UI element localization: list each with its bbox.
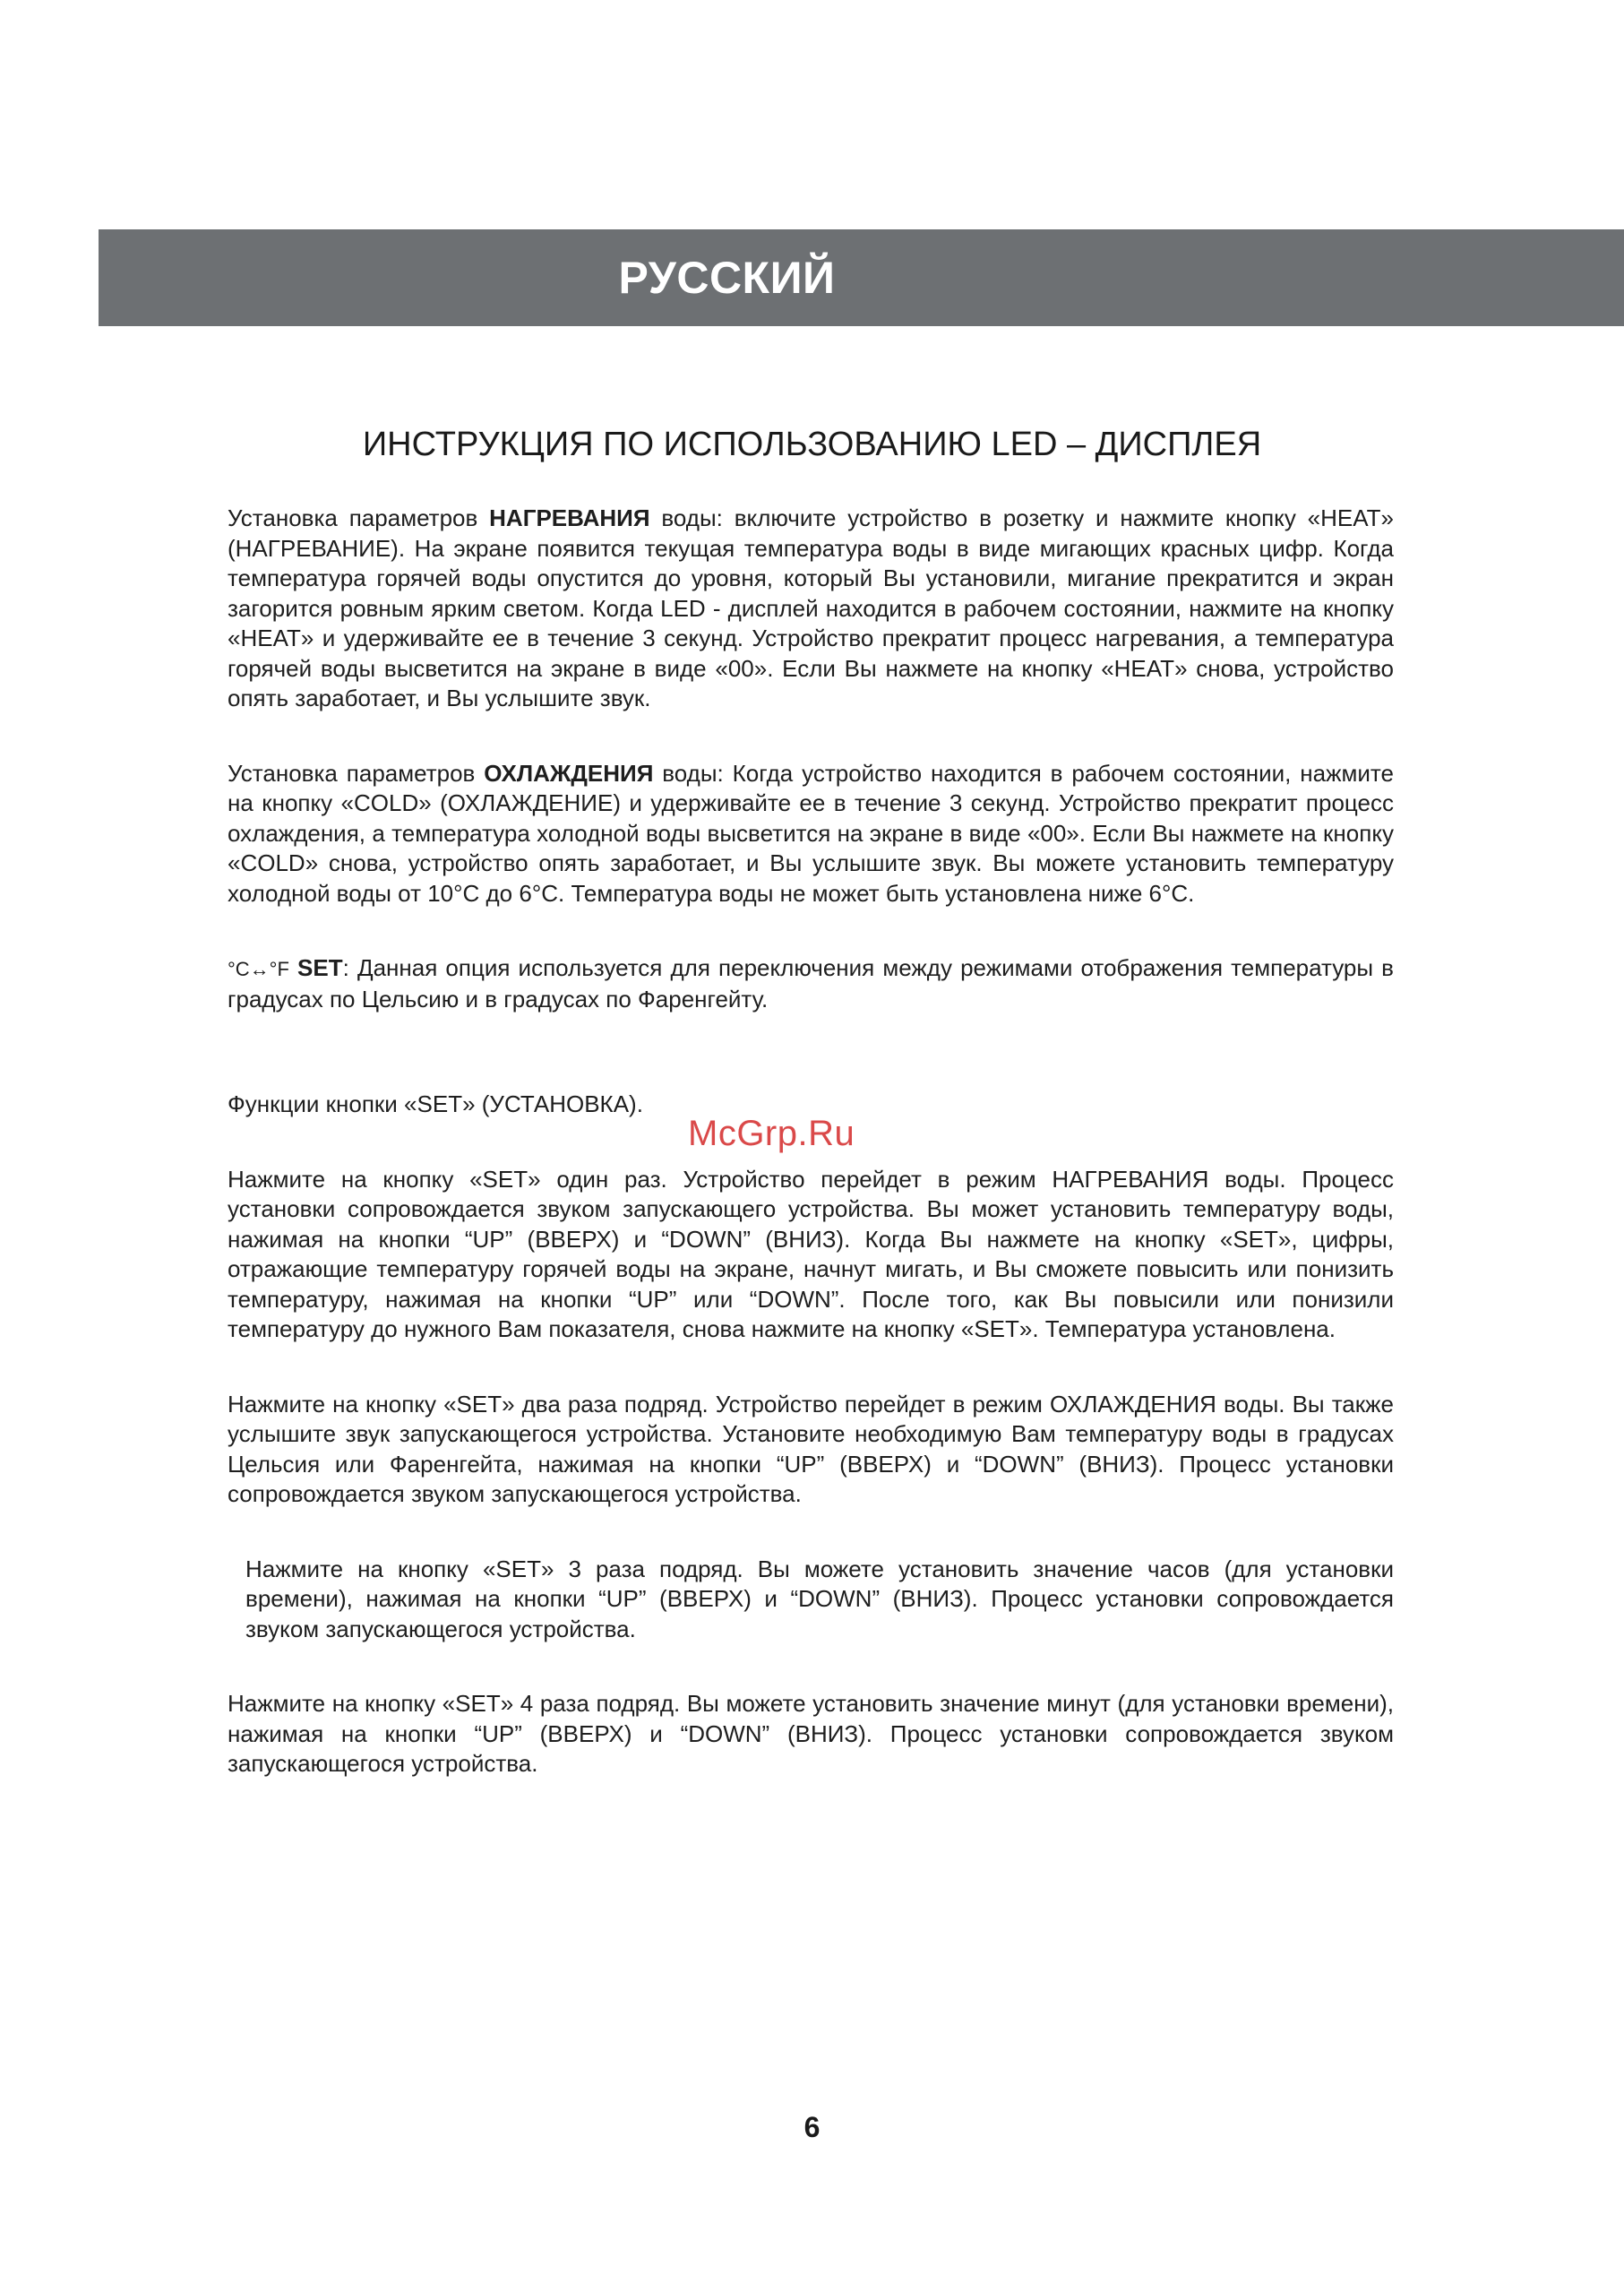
page-number: 6 [803,2111,821,2143]
set-four-paragraph: Нажмите на кнопку «SET» 4 раза подряд. Вы можете установить значение минут (для установки времени), нажимая на кнопки “UP” (ВВЕРХ) и “DOWN” (ВНИЗ). Процесс установки сопровождается звуком запускающегося устройства. [228,1690,1394,1777]
heat-paragraph [228,504,1394,714]
page-heading: ИНСТРУКЦИЯ ПО ИСПОЛЬЗОВАНИЮ LED – ДИСПЛЕЯ [362,426,1262,463]
unit-bold-term: SET [297,954,343,981]
cold-bold-term: ОХЛАЖДЕНИЯ [484,759,654,787]
set-once-paragraph: Нажмите на кнопку «SET» один раз. Устройство перейдет в режим НАГРЕВАНИЯ воды. Процесс установки сопровождается звуком запускающего устройства. Вы может установить температуру воды, нажимая на кнопки “UP” (ВВЕРХ) и “DOWN” (ВНИЗ). Когда Вы нажмете на кнопку «SET», цифры, отражающие температуру горячей воды на экране, начнут мигать, и Вы сможете повысить или понизить температуру, нажимая на кнопки “UP” или “DOWN”. После того, как Вы повысили или понизили температуру до нужного Вам показателя, снова нажмите на кнопку «SET». Температура установлена. [228,1165,1394,1342]
section-title: РУССКИЙ [618,253,836,303]
unit-paragraph [228,953,1394,1014]
set-twice-paragraph: Нажмите на кнопку «SET» два раза подряд. Устройство перейдет в режим ОХЛАЖДЕНИЯ воды. Вы также услышите звук запускающегося устройства. Установите необходимую Вам температуру воды в градусах Цельсия или Фаренгейта, нажимая на кнопки “UP” (ВВЕРХ) и “DOWN” (ВНИЗ). Процесс установки сопровождается звуком запускающегося устройства. [228,1390,1394,1507]
set-three-paragraph: Нажмите на кнопку «SET» 3 раза подряд. Вы можете установить значение часов (для установки времени), нажимая на кнопки “UP” (ВВЕРХ) и “DOWN” (ВНИЗ). Процесс установки сопровождается звуком запускающегося устройства. [245,1555,1394,1642]
set-functions-heading: Функции кнопки «SET» (УСТАНОВКА). [228,1090,643,1117]
heat-text: воды: включите устройство в розетку и нажмите кнопку «HEAT» (НАГРЕВАНИЕ). На экране появится текущая температура воды в виде мигающих красных цифр. Когда температура горячей воды опустится до уровня, который Вы установили, мигание прекратится и экран загорится ровным ярким светом. Когда LED - дисплей находится в рабочем состоянии, нажмите на кнопку «HEAT» и удерживайте ее в течение 3 секунд. Устройство прекратит процесс нагревания, а температура горячей воды высветится на экране в виде «00». Если Вы нажмете на кнопку «HEAT» снова, устройство опять заработает, и Вы услышите звук. [228,504,1394,711]
cold-text: воды: Когда устройство находится в рабочем состоянии, нажмите на кнопку «COLD» (ОХЛАЖДЕНИЕ) и удерживайте ее в течение 3 секунд. Устройство прекратит процесс охлаждения, а температура холодной воды высветится на экране в виде «00». Если Вы нажмете на кнопку «COLD» снова, устройство опять заработает, и Вы услышите звук. Вы можете установить температуру холодной воды от 10°C до 6°C. Температура воды не может быть установлена ниже 6°C. [228,759,1394,907]
unit-text: : Данная опция используется для переключения между режимами отображения температуры в градусах по Цельсию и в градусах по Фаренгейту. [228,954,1394,1013]
cold-paragraph [228,759,1394,909]
header-bar [99,229,1624,326]
heat-bold-term: НАГРЕВАНИЯ [489,504,650,531]
heat-lead: Установка параметров [228,504,490,531]
cold-lead: Установка параметров [228,759,485,787]
unit-symbol: °C↔°F [228,958,289,980]
watermark: McGrp.Ru [688,1114,855,1153]
